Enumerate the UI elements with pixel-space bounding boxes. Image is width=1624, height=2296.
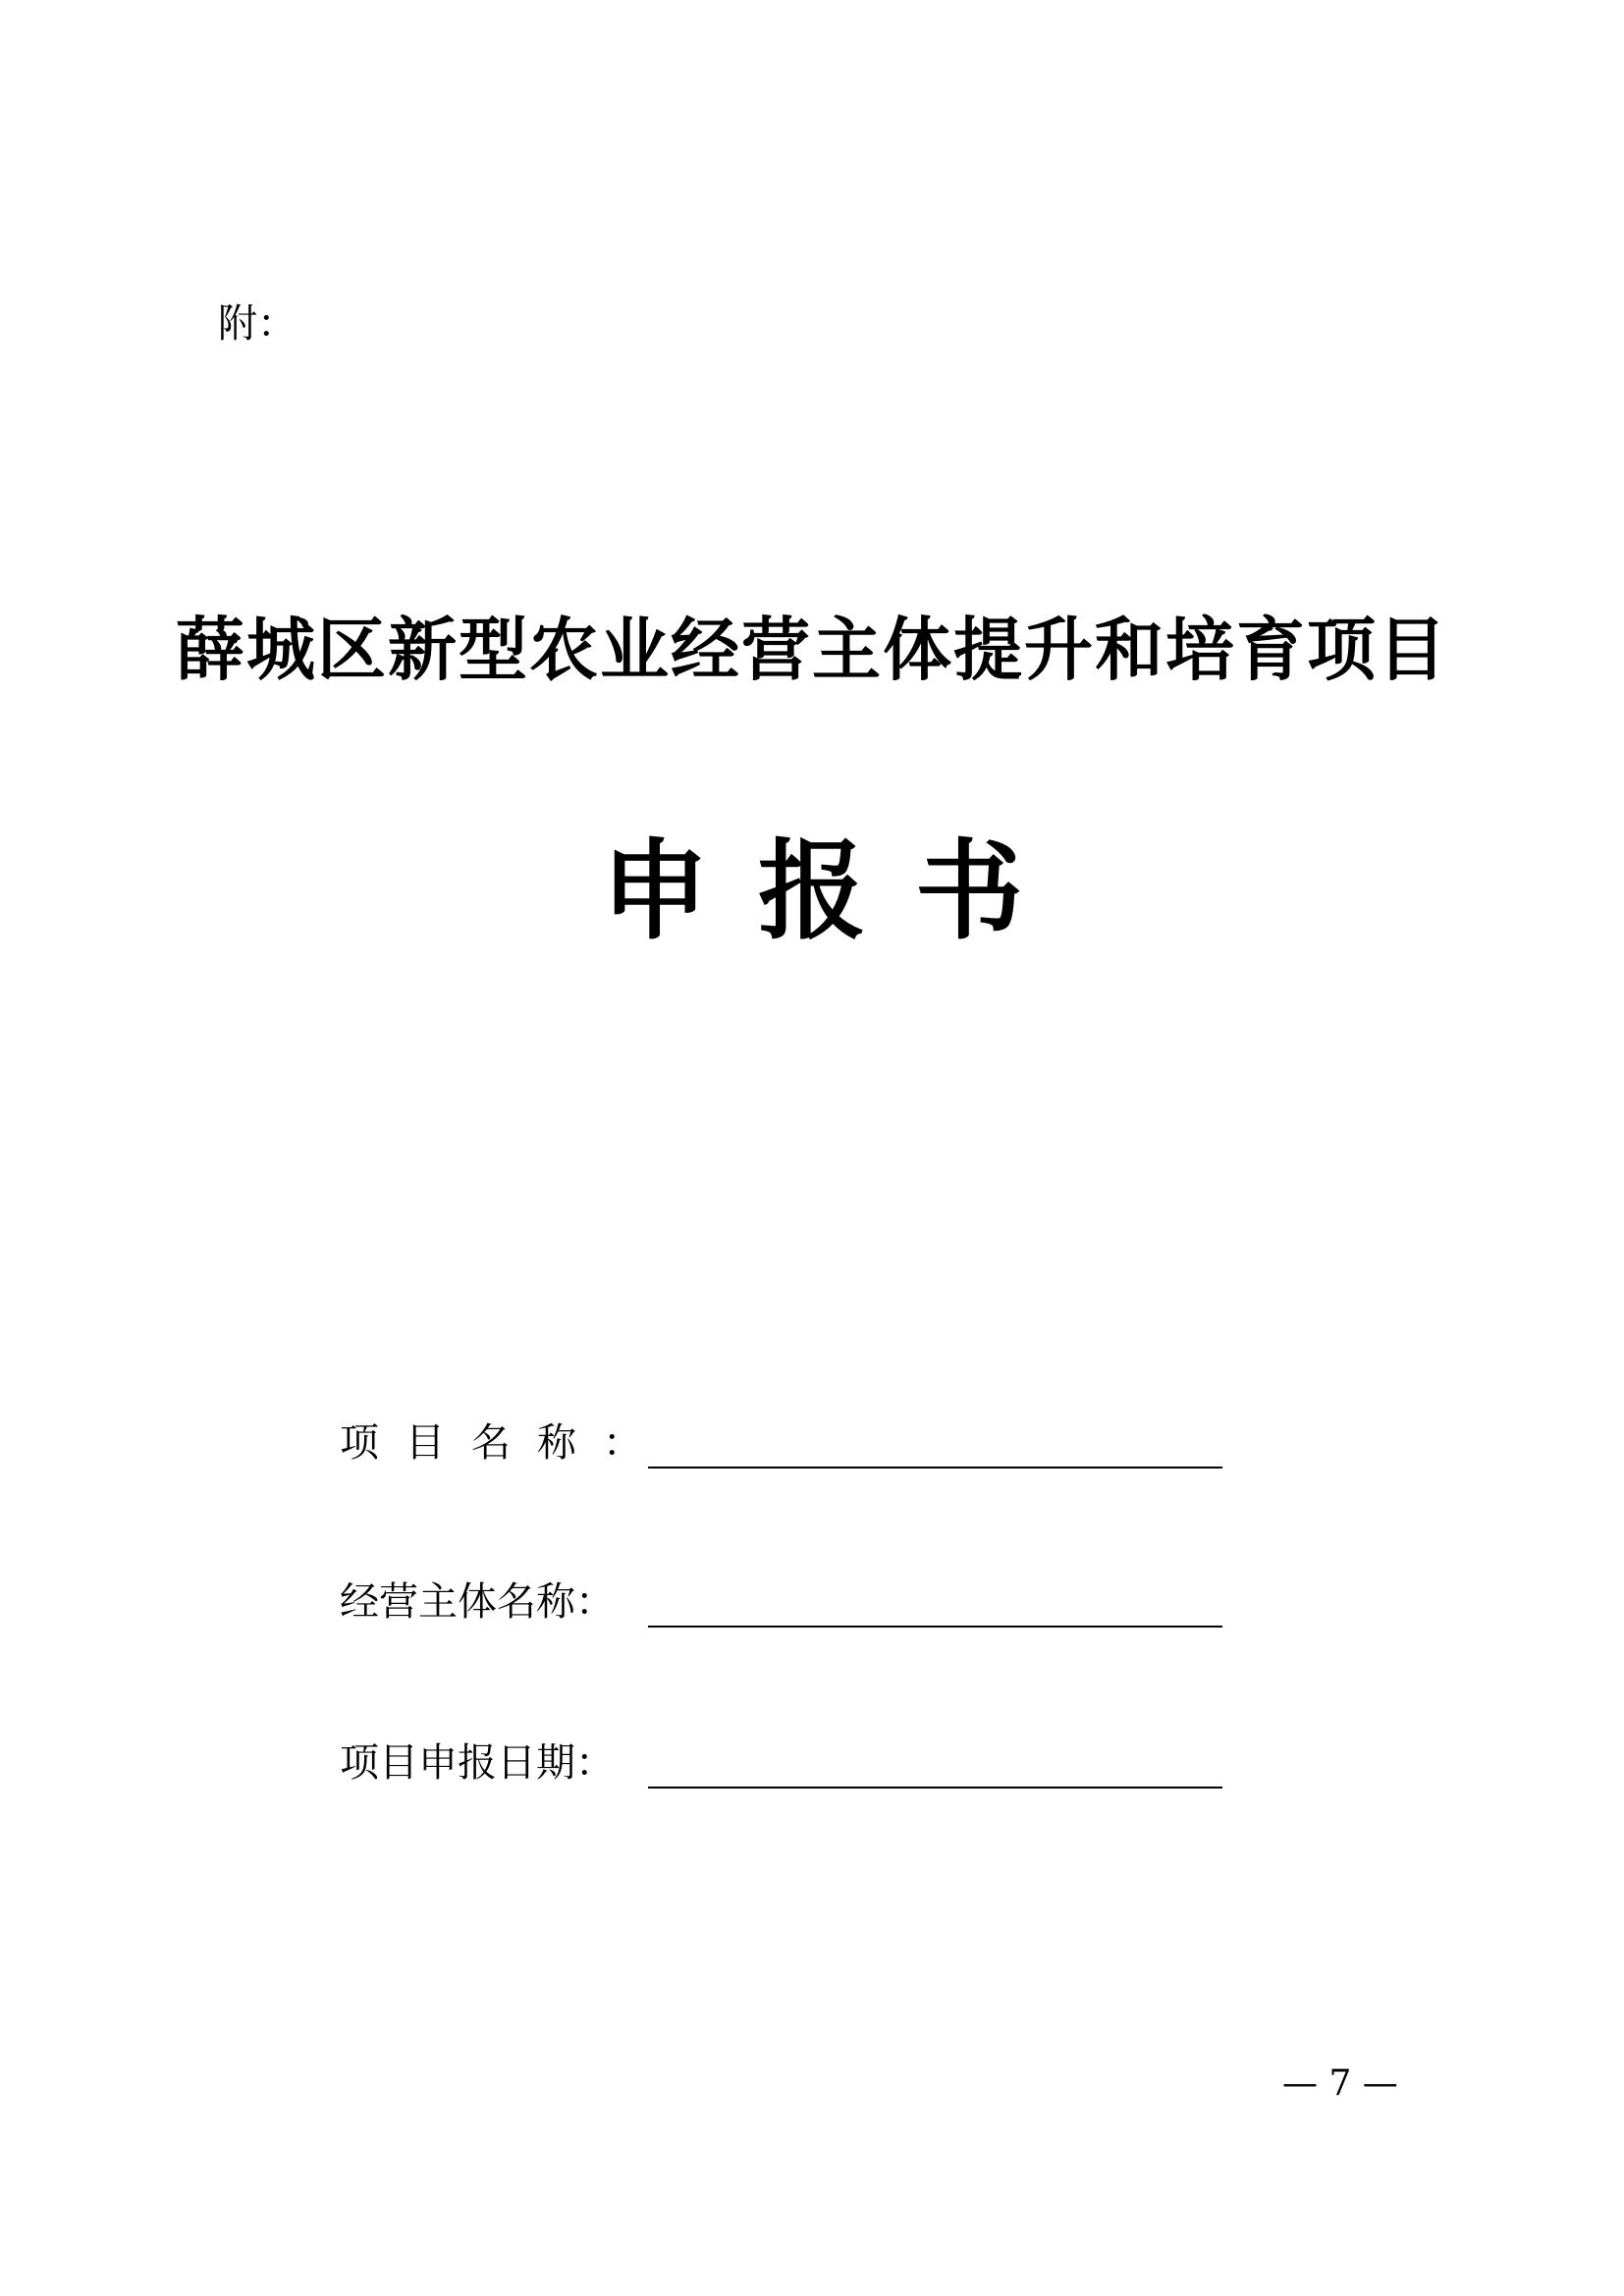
page-number: — 7 — [1282,2063,1398,2104]
entity-name-label: 经营主体名称： [340,1579,615,1625]
form-row-application-date [340,1724,1222,1792]
application-date-label: 项目申报日期： [340,1740,615,1786]
document-subtitle: 申报书 [601,828,1072,954]
form-row-project-name [340,1404,1222,1472]
document-title: 薛城区新型农业经营主体提升和培育项目 [176,609,1448,690]
project-name-field[interactable] [648,1412,1222,1468]
attachment-label: 附： [218,301,297,347]
entity-name-field[interactable] [648,1571,1222,1628]
project-name-label: 项目名称： [340,1420,669,1466]
application-date-field[interactable] [648,1732,1222,1789]
form-row-entity-name [340,1563,1222,1631]
